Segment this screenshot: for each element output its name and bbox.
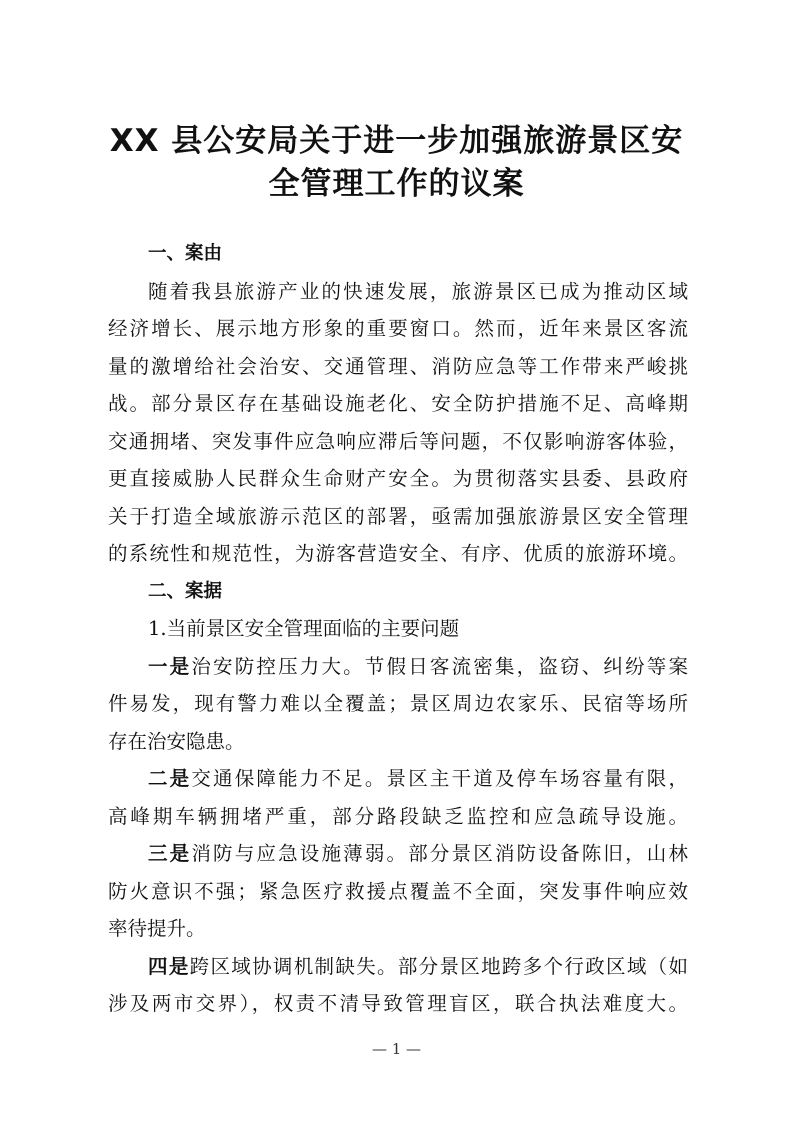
paragraph-line: 战。部分景区存在基础设施老化、安全防护措施不足、高峰期 xyxy=(108,392,688,415)
section-heading-reason: 一、案由 xyxy=(148,243,223,264)
document-title-line-2: 全管理工作的议案 xyxy=(268,166,525,202)
problem-item-3-line: 率待提升。 xyxy=(108,917,206,940)
problem-item-3-line xyxy=(108,835,688,873)
problem-item-2-line: 高峰期车辆拥堵严重，部分路段缺乏监控和应急疏导设施。 xyxy=(108,804,688,828)
paragraph-line: 的系统性和规范性，为游客营造安全、有序、优质的旅游环境。 xyxy=(108,542,688,565)
paragraph-line: 经济增长、展示地方形象的重要窗口。然而，近年来景区客流 xyxy=(108,317,688,340)
item-text: 治安防控压力大。节假日客流密集，盗窃、纠纷等案 xyxy=(191,654,688,678)
document-body xyxy=(108,235,688,1023)
item-text: 交通保障能力不足。景区主干道及停车场容量有限， xyxy=(191,767,688,790)
document-title-line-1: XX 县公安局关于进一步加强旅游景区安 xyxy=(109,123,684,159)
item-lead: 四是 xyxy=(148,954,190,978)
problem-item-1-line: 件易发，现有警力难以全覆盖；景区周边农家乐、民宿等场所 xyxy=(108,692,688,715)
paragraph-line: 随着我县旅游产业的快速发展，旅游景区已成为推动区域 xyxy=(148,279,688,303)
problem-item-4-line xyxy=(108,948,688,986)
problem-item-2-line xyxy=(108,760,688,798)
item-lead: 三是 xyxy=(148,842,192,865)
paragraph-line: 交通拥堵、突发事件应急响应滞后等问题，不仅影响游客体验， xyxy=(108,429,688,453)
item-lead: 一是 xyxy=(148,654,192,678)
problem-item-1-line xyxy=(108,648,688,686)
section-heading-basis: 二、案据 xyxy=(148,580,223,602)
paragraph-line: 量的激增给社会治安、交通管理、消防应急等工作带来严峻挑 xyxy=(108,354,688,378)
problem-item-3-line: 防火意识不强；紧急医疗救援点覆盖不全面，突发事件响应效 xyxy=(108,879,688,903)
problem-item-4-line: 涉及两市交界），权责不清导致管理盲区，联合执法难度大。 xyxy=(108,992,688,1015)
page-number: — 1 — xyxy=(371,1040,422,1058)
item-text: 消防与应急设施薄弱。部分景区消防设备陈旧，山林 xyxy=(191,842,688,865)
subsection-heading: 1.当前景区安全管理面临的主要问题 xyxy=(148,617,460,640)
paragraph-line: 关于打造全域旅游示范区的部署，亟需加强旅游景区安全管理 xyxy=(108,504,688,528)
item-lead: 二是 xyxy=(148,767,192,790)
problem-item-1-line: 存在治安隐患。 xyxy=(108,729,245,753)
paragraph-line: 更直接威胁人民群众生命财产安全。为贯彻落实县委、县政府 xyxy=(108,467,688,490)
item-text: 跨区域协调机制缺失。部分景区地跨多个行政区域（如 xyxy=(189,954,688,978)
